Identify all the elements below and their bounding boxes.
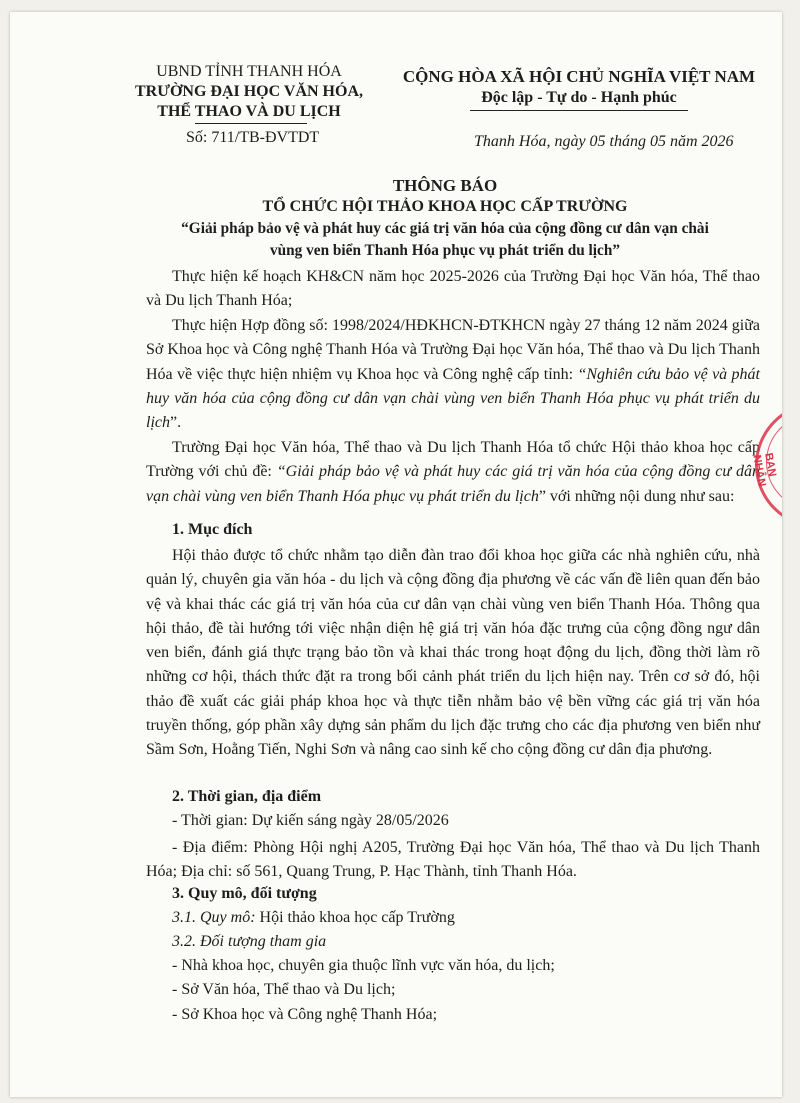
section2-place: - Địa điểm: Phòng Hội nghị A205, Trường Đại học Văn hóa, Thể thao và Du lịch Thanh Hóa; Địa chỉ: số 561, Quang Trung, P. Hạc Thành, tỉnh Thanh Hóa.: [146, 839, 760, 881]
section3-heading: 3. Quy mô, đối tượng: [172, 885, 317, 902]
notice-topic-line2: vùng ven biển Thanh Hóa phục vụ phát triển du lịch”: [270, 242, 620, 259]
header-left-underline: [195, 123, 307, 124]
paragraph-organizer: [146, 436, 760, 509]
notice-title: THÔNG BÁO: [392, 176, 498, 195]
national-title: CỘNG HÒA XÃ HỘI CHỦ NGHĨA VIỆT NAM: [402, 67, 756, 86]
scale-label: 3.1. Quy mô:: [172, 909, 256, 926]
organizer-end: ” với những nội dung như sau:: [538, 487, 735, 505]
motto-underline: [470, 110, 688, 111]
document-number: Số: 711/TB-ĐVTDT: [186, 129, 320, 146]
section1-text: Hội thảo được tổ chức nhằm tạo diễn đàn trao đổi khoa học giữa các nhà nghiên cứu, nhà quản lý, chuyên gia văn hóa - du lịch và cộng đồng địa phương về các vấn đề liên quan đến bảo vệ và khai thác các giá trị văn hóa của cư dân vạn chài vùng ven biển Thanh Hóa. Thông qua hội thảo, đề tài hướng tới việc nhận diện hệ giá trị văn hóa đặc trưng của cộng đồng ngư dân ven biển, đánh giá thực trạng bảo tồn và khai thác trong hoạt động du lịch, đồng thời làm rõ những cơ hội, thách thức đặt ra trong bối cảnh phát triển du lịch hiện nay. Trên cơ sở đó, hội thảo đề xuất các giải pháp khoa học và thực tiễn nhằm bảo vệ bền vững các giá trị văn hóa truyền thống, góp phần xây dựng sản phẩm du lịch đặc trưng cho các địa phương ven biển như Sầm Sơn, Hoằng Tiến, Nghi Sơn và nâng cao sinh kế cho cộng đồng cư dân địa phương.: [146, 547, 760, 759]
organizer-text: Trường Đại học Văn hóa, Thể thao và Du lịch Thanh Hóa tổ chức Hội thảo khoa học cấp Trường với chủ đề:: [146, 439, 760, 481]
section3-target-label: 3.2. Đối tượng tham gia: [172, 933, 327, 950]
section1-heading: 1. Mục đích: [172, 521, 253, 538]
section2-time: - Thời gian: Dự kiến sáng ngày 28/05/2026: [172, 812, 449, 829]
school-name-line1: TRƯỜNG ĐẠI HỌC VĂN HÓA,: [134, 83, 363, 100]
province-name: UBND TỈNH THANH HÓA: [156, 63, 342, 80]
scale-value: Hội thảo khoa học cấp Trường: [255, 909, 455, 926]
section3-scale: [172, 909, 455, 927]
paragraph-contract: [146, 314, 760, 435]
national-motto: Độc lập - Tự do - Hạnh phúc: [481, 89, 677, 106]
contract-project-name: “Nghiên cứu bảo vệ và phát huy văn hóa của cộng đồng cư dân vạn chài vùng ven biển Thanh Hóa phục vụ phát triển du lịch: [146, 365, 760, 432]
document-date: Thanh Hóa, ngày 05 tháng 05 năm 2026: [474, 133, 734, 150]
target-item-3: - Sở Khoa học và Công nghệ Thanh Hóa;: [172, 1006, 438, 1023]
notice-topic-line1: “Giải pháp bảo vệ và phát huy các giá trị văn hóa của cộng đồng cư dân vạn chài: [181, 220, 709, 237]
contract-end: ”.: [170, 414, 182, 432]
contract-text: Thực hiện Hợp đồng số: 1998/2024/HĐKHCN-ĐTKHCN ngày 27 tháng 12 năm 2024 giữa Sở Khoa học và Công nghệ Thanh Hóa và Trường Đại học Văn hóa, Thể thao và Du lịch Thanh Hóa về việc thực hiện nhiệm vụ Khoa học và Công nghệ cấp tỉnh:: [146, 317, 760, 383]
document-page: [10, 12, 782, 1097]
target-item-1: - Nhà khoa học, chuyên gia thuộc lĩnh vực văn hóa, du lịch;: [172, 957, 555, 974]
target-item-2: - Sở Văn hóa, Thể thao và Du lịch;: [172, 981, 396, 998]
red-seal-text: BAN NHÂN: [750, 452, 779, 488]
notice-subtitle: TỔ CHỨC HỘI THẢO KHOA HỌC CẤP TRƯỜNG: [262, 198, 628, 215]
section2-heading: 2. Thời gian, địa điểm: [172, 788, 322, 805]
header-left-block: [120, 62, 378, 122]
organizer-topic: “Giải pháp bảo vệ và phát huy các giá trị văn hóa của cộng đồng cư dân vạn chài vùng ven biển Thanh Hóa phục vụ phát triển du lịch: [146, 463, 760, 505]
school-name-line2: THỂ THAO VÀ DU LỊCH: [157, 103, 341, 120]
paragraph-plan: Thực hiện kế hoạch KH&CN năm học 2025-2026 của Trường Đại học Văn hóa, Thể thao và Du lịch Thanh Hóa;: [146, 268, 760, 310]
